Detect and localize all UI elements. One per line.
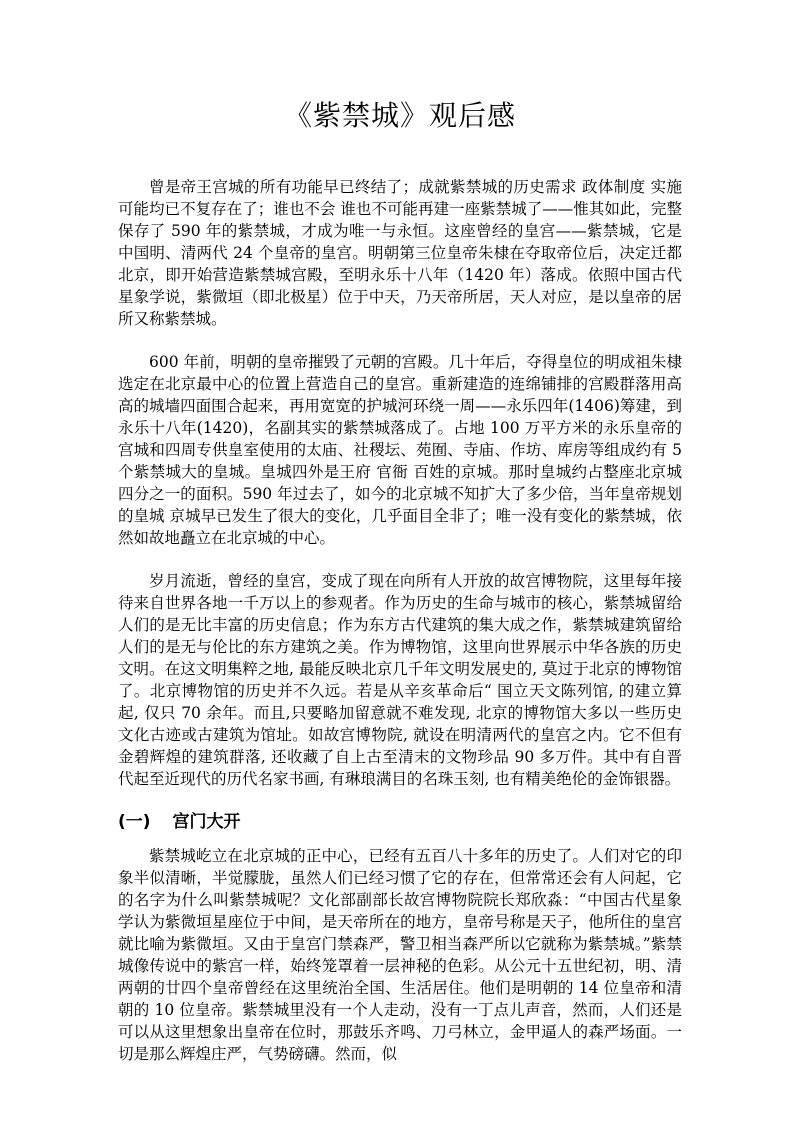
section-title: 宫门大开 (172, 812, 241, 832)
paragraph-3: 岁月流逝，曾经的皇宫，变成了现在向所有人开放的故宫博物院，这里每年接待来自世界各地一千万以上的参观者。作为历史的生命与城市的核心，紫禁城留给人们的是无比丰富的历史信息；作为东方古代建筑的集大成之作，紫禁城建筑留给人们的是无与伦比的东方建筑之美。作为博物馆，这里向世界展示中华各族的历史文明。在这文明集粹之地, 最能反映北京几千年文明发展史的, 莫过于北京的博物馆了。北京博物馆的历史并不久远。若是从辛亥革命后“ 国立天文陈列馆, 的建立算起, 仅只 70 余年。而且,只要略加留意就不难发现, 北京的博物馆大多以一些历史文化古迹或古建筑为馆址。如故宫博物院, 就设在明清两代的皇宫之内。它不但有金碧辉煌的建筑群落, 还收藏了自上古至清末的文物珍品 90 多万件。其中有自晋代起至近现代的历代名家书画, 有琳琅满目的名珠玉刻, 也有精美绝伦的金饰银器。 (118, 572, 682, 788)
section-heading (118, 810, 682, 834)
paragraph-1: 曾是帝王宫城的所有功能早已终结了；成就紫禁城的历史需求 政体制度 实施可能均已不复存在了；谁也不会 谁也不可能再建一座紫禁城了——惟其如此，完整保存了 590 年的紫禁城，才成为唯一与永恒。这座曾经的皇宫——紫禁城，它是中国明、清两代 24 个皇帝的皇宫。明朝第三位皇帝朱棣在夺取帝位后，决定迁都北京，即开始营造紫禁城宫殿，至明永乐十八年（1420 年）落成。依照中国古代星象学说，紫微垣（即北极星）位于中天，乃天帝所居，天人对应，是以皇帝的居所又称紫禁城。 (118, 178, 682, 328)
document-title: 《紫禁城》观后感 (283, 99, 516, 132)
paragraph-2: 600 年前，明朝的皇帝摧毁了元朝的宫殿。几十年后，夺得皇位的明成祖朱棣选定在北京最中心的位置上营造自己的皇宫。重新建造的连绵铺排的宫殿群落用高高的城墙四面围合起来，再用宽宽的护城河环绕一周——永乐四年(1406)筹建，到永乐十八年(1420)，名副其实的紫禁城落成了。占地 100 万平方米的永乐皇帝的宫城和四周专供皇室使用的太庙、社稷坛、苑囿、寺庙、作坊、库房等组成约有 5 个紫禁城大的皇城。皇城四外是王府 官衙 百姓的京城。那时皇城约占整座北京城四分之一的面积。590 年过去了，如今的北京城不知扩大了多少倍，当年皇帝规划的皇城 京城早已发生了很大的变化，几乎面目全非了；唯一没有变化的紫禁城，依然如故地矗立在北京城的中心。 (118, 353, 682, 547)
section-number: (一) (118, 812, 151, 832)
section-paragraph: 紫禁城屹立在北京城的正中心，已经有五百八十多年的历史了。人们对它的印象半似清晰，半觉朦胧，虽然人们已经习惯了它的存在，但常常还会有人问起，它的名字为什么叫紫禁城呢？文化部副部长故宫博物院院长郑欣淼：“中国古代星象学认为紫微垣星座位于中间，是天帝所在的地方，皇帝号称是天子，他所住的皇宫就比喻为紫微垣。又由于皇宫门禁森严，警卫相当森严所以它就称为紫禁城。”紫禁城像传说中的紫宫一样，始终笼罩着一层神秘的色彩。从公元十五世纪初，明、清两朝的廿四个皇帝曾经在这里统治全国、生活居住。他们是明朝的 14 位皇帝和清朝的 10 位皇帝。紫禁城里没有一个人走动，没有一丁点儿声音，然而，人们还是可以从这里想象出皇帝在位时，那鼓乐齐鸣、刀弓林立，金甲逼人的森严场面。一切是那么辉煌庄严，气势磅礴。然而，似 (118, 847, 682, 1063)
